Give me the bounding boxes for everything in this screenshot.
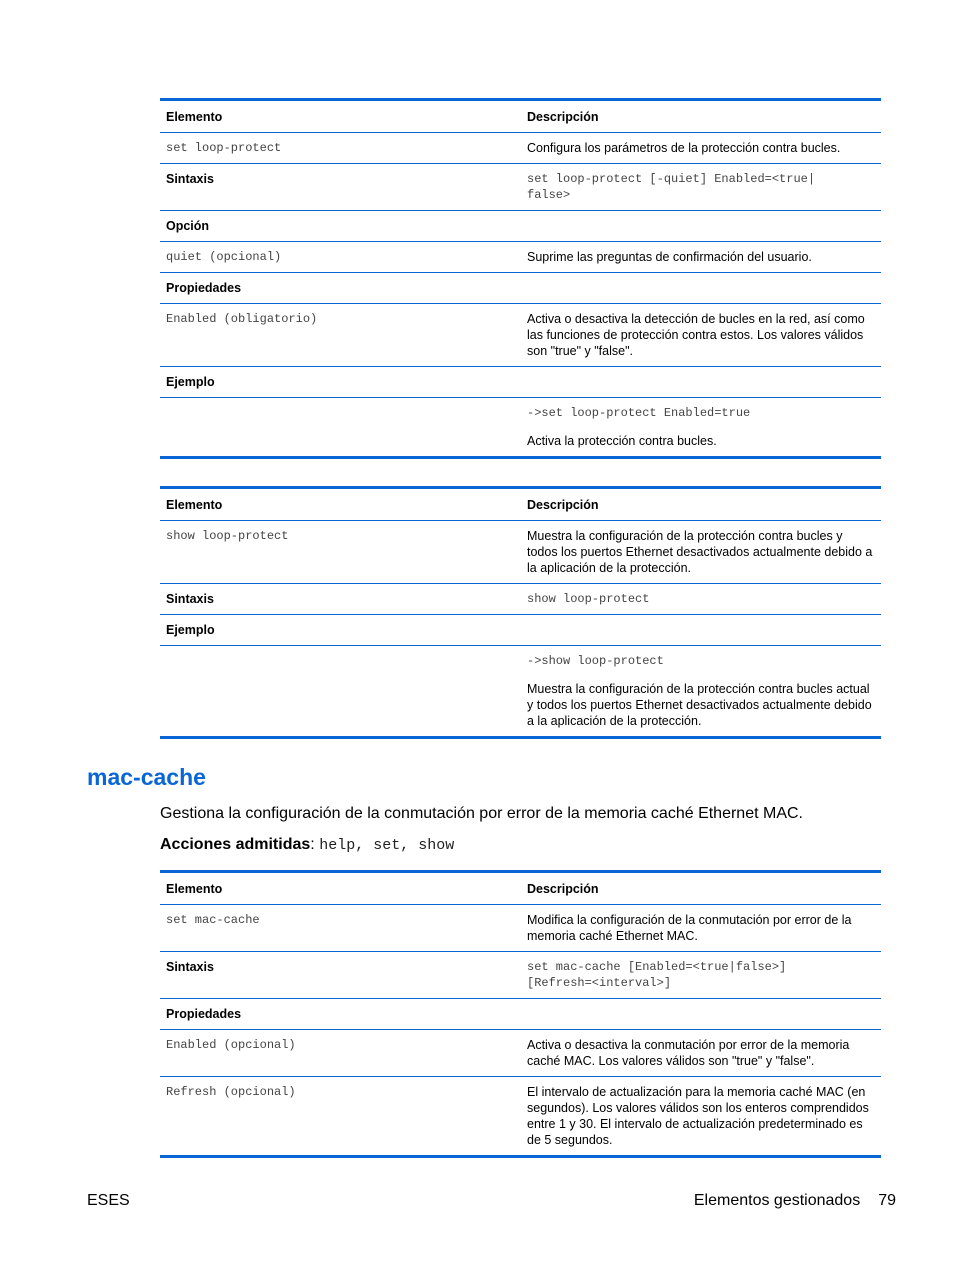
header-elemento: Elemento [166,498,223,512]
actions-separator: : [310,836,315,853]
table-row [160,1076,881,1155]
cell-description: Modifica la configuración de la conmutación por error de la memoria caché Ethernet MAC. [527,913,852,943]
actions-list: help, set, show [319,837,455,854]
table-row [160,998,881,1029]
cell-empty [521,999,881,1029]
table-header-row [160,873,881,905]
cell-example [521,646,881,736]
cell-label: Ejemplo [166,375,215,389]
cell-property: Enabled (obligatorio) [166,312,318,326]
cell-description: El intervalo de actualización para la memoria caché MAC (en segundos). Los valores válidos son los enteros comprendidos entre 1 y 30. El intervalo de actualización predeterminado es de 5 segundos. [527,1085,869,1147]
cell-description: Activa o desactiva la detección de bucles en la red, así como las funciones de protección contra estos. Los valores válidos son "true" y "false". [527,312,865,358]
cell-description: Suprime las preguntas de confirmación del usuario. [527,250,812,264]
footer-section [694,1192,896,1210]
table-row [160,614,881,645]
cell-syntax: show loop-protect [527,592,650,606]
cell-label: Sintaxis [166,592,214,606]
cell-empty [160,646,521,736]
example-code: ->show loop-protect [527,654,664,668]
section-description: Gestiona la configuración de la conmutación por error de la memoria caché Ethernet MAC. [160,805,803,822]
cell-label: Opción [166,219,210,233]
table-row [160,303,881,366]
cell-empty [521,367,881,397]
header-descripcion: Descripción [527,110,599,124]
table-row [160,210,881,241]
supported-actions [160,836,454,854]
table-row [160,1029,881,1076]
cell-empty [160,398,521,456]
header-descripcion: Descripción [527,882,599,896]
cell-label: Sintaxis [166,172,214,186]
header-descripcion: Descripción [527,498,599,512]
table-row [160,133,881,163]
footer-locale: ESES [87,1192,130,1209]
cell-property: Enabled (opcional) [166,1038,296,1052]
cell-empty [521,615,881,645]
table-row [160,366,881,397]
cell-empty [521,211,881,241]
table-row [160,241,881,272]
example-code: ->set loop-protect Enabled=true [527,406,751,420]
table-show-loop-protect [160,486,881,739]
example-text: Activa la protección contra bucles. [527,434,717,448]
cell-example [521,398,881,456]
table-row [160,272,881,303]
cell-syntax: set loop-protect [-quiet] Enabled=<true| false> [527,172,816,202]
actions-label: Acciones admitidas [160,836,311,853]
header-elemento: Elemento [166,882,223,896]
table-mac-cache [160,870,881,1158]
cell-label: Sintaxis [166,960,214,974]
cell-syntax: set mac-cache [Enabled=<true|false>] [Refresh=<interval>] [527,960,787,990]
cell-label: Ejemplo [166,623,215,637]
section-title: mac-cache [87,764,206,790]
cell-option: quiet (opcional) [166,250,282,264]
cell-description: Muestra la configuración de la protección contra bucles y todos los puertos Ethernet desactivados actualmente debido a la aplicación de la protección. [527,529,873,575]
cell-description: Configura los parámetros de la protección contra bucles. [527,141,841,155]
page-number: 79 [878,1192,896,1209]
header-elemento: Elemento [166,110,223,124]
table-set-loop-protect [160,98,881,459]
cell-description: Activa o desactiva la conmutación por error de la memoria caché MAC. Los valores válidos son "true" y "false". [527,1038,850,1068]
cell-label: Propiedades [166,281,242,295]
table-row [160,951,881,998]
table-row [160,397,881,456]
footer-section-name: Elementos gestionados [693,1192,861,1209]
cell-empty [521,273,881,303]
cell-property: Refresh (opcional) [166,1085,296,1099]
table-row [160,163,881,210]
table-header-row [160,101,881,133]
cell-command: show loop-protect [166,529,289,543]
table-row [160,583,881,614]
table-row [160,905,881,951]
cell-command: set loop-protect [166,141,282,155]
cell-label: Propiedades [166,1007,242,1021]
example-text: Muestra la configuración de la protección contra bucles actual y todos los puertos Ethernet desactivados actualmente debido a la aplicación de la protección. [527,682,872,728]
table-row [160,645,881,736]
table-row [160,521,881,583]
cell-command: set mac-cache [166,913,260,927]
table-header-row [160,489,881,521]
